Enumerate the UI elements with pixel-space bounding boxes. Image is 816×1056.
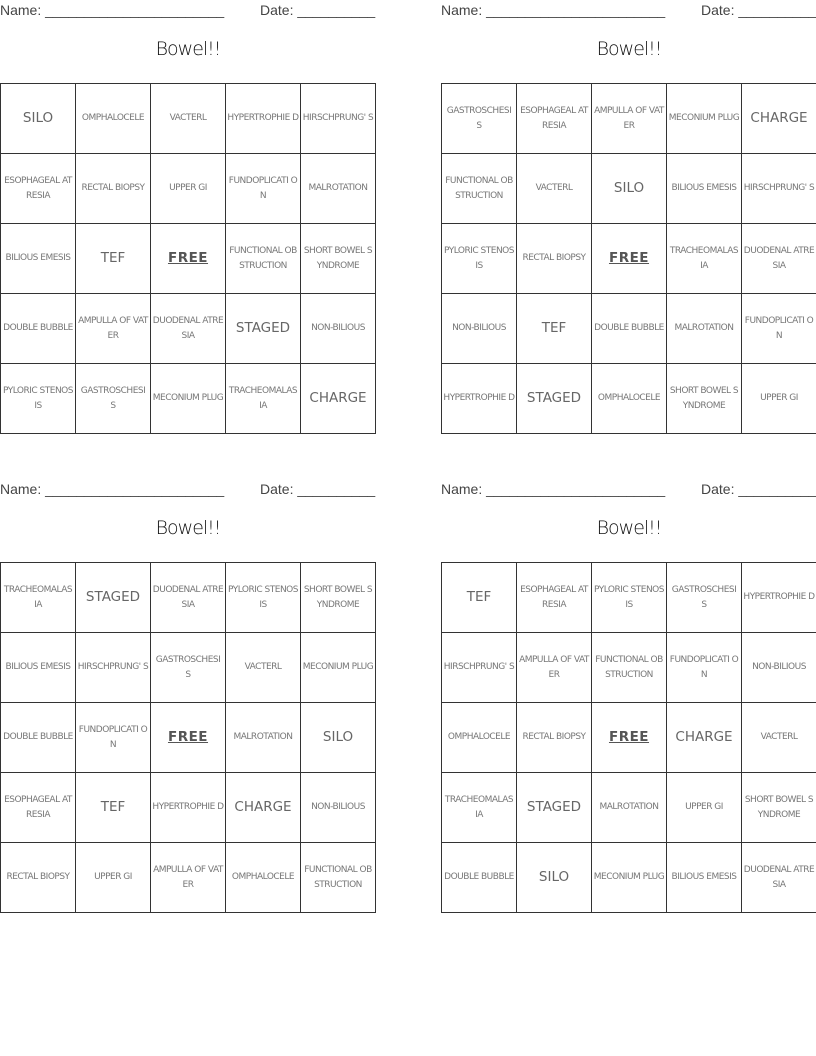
bingo-cell[interactable]: HYPERTROPHIE D [742,563,816,633]
bingo-cell[interactable]: ESOPHAGEAL ATRESIA [1,154,76,224]
bingo-cell[interactable]: PYLORIC STENOSIS [1,364,76,434]
date-field[interactable]: Date: __________ [260,481,376,497]
bingo-cell[interactable]: TRACHEOMALAS IA [442,773,517,843]
bingo-cell[interactable]: OMPHALOCELE [76,84,151,154]
date-field[interactable]: Date: __________ [701,481,816,497]
bingo-cell[interactable]: CHARGE [301,364,376,434]
bingo-cell[interactable]: UPPER GI [667,773,742,843]
bingo-cell[interactable]: UPPER GI [742,364,816,434]
name-field[interactable]: Name: _______________________ [0,2,225,18]
bingo-cell[interactable]: TEF [442,563,517,633]
bingo-cell[interactable]: NON-BILIOUS [742,633,816,703]
bingo-cell[interactable]: FUNCTIONAL OBSTRUCTION [226,224,301,294]
bingo-cell[interactable]: STAGED [226,294,301,364]
bingo-cell[interactable]: NON-BILIOUS [301,773,376,843]
bingo-cell[interactable]: DOUBLE BUBBLE [442,843,517,913]
name-date-row [441,480,816,500]
bingo-cell[interactable]: MECONIUM PLUG [151,364,226,434]
bingo-cell[interactable]: FUNCTIONAL OBSTRUCTION [442,154,517,224]
bingo-cell[interactable]: UPPER GI [151,154,226,224]
card-title: Bowel!! [596,38,662,60]
bingo-cell[interactable]: BILIOUS EMESIS [1,224,76,294]
bingo-cell[interactable]: HYPERTROPHIE D [226,84,301,154]
bingo-cell[interactable]: BILIOUS EMESIS [667,843,742,913]
bingo-cell[interactable]: AMPULLA OF VATER [76,294,151,364]
bingo-cell[interactable]: MALROTATION [301,154,376,224]
bingo-cell[interactable]: SHORT BOWEL SYNDROME [667,364,742,434]
bingo-cell[interactable]: SILO [301,703,376,773]
bingo-cell[interactable]: HIRSCHPRUNG' S [76,633,151,703]
bingo-card-4 [441,479,816,914]
bingo-cell[interactable]: RECTAL BIOPSY [76,154,151,224]
bingo-cell[interactable]: HYPERTROPHIE D [151,773,226,843]
bingo-cell[interactable]: SHORT BOWEL SYNDROME [301,224,376,294]
date-field[interactable]: Date: __________ [701,2,816,18]
bingo-cell[interactable]: TRACHEOMALAS IA [667,224,742,294]
bingo-cell[interactable]: PYLORIC STENOSIS [226,563,301,633]
bingo-cell[interactable]: TEF [76,773,151,843]
bingo-cell[interactable]: AMPULLA OF VATER [592,84,667,154]
bingo-cell[interactable]: NON-BILIOUS [442,294,517,364]
bingo-cell[interactable]: TRACHEOMALAS IA [1,563,76,633]
bingo-cell[interactable]: ESOPHAGEAL ATRESIA [517,563,592,633]
card-title: Bowel!! [155,38,221,60]
bingo-cell[interactable]: AMPULLA OF VATER [151,843,226,913]
bingo-cell[interactable]: GASTROSCHESI S [76,364,151,434]
bingo-cell[interactable]: HYPERTROPHIE D [442,364,517,434]
bingo-cell[interactable]: UPPER GI [76,843,151,913]
date-field[interactable]: Date: __________ [260,2,376,18]
bingo-cell[interactable]: RECTAL BIOPSY [517,224,592,294]
bingo-cell[interactable]: FUNDOPLICATI ON [226,154,301,224]
bingo-cell[interactable]: MECONIUM PLUG [301,633,376,703]
bingo-cell[interactable]: PYLORIC STENOSIS [592,563,667,633]
bingo-cell[interactable]: SHORT BOWEL SYNDROME [742,773,816,843]
bingo-cell[interactable]: OMPHALOCELE [592,364,667,434]
bingo-grid [0,562,376,913]
bingo-cell[interactable]: OMPHALOCELE [226,843,301,913]
bingo-grid [441,83,816,434]
bingo-cell[interactable]: DOUBLE BUBBLE [592,294,667,364]
bingo-cell[interactable]: FUNDOPLICATI ON [667,633,742,703]
bingo-grid [441,562,816,913]
bingo-cell[interactable]: DUODENAL ATRESIA [742,843,816,913]
free-space-cell[interactable]: FREE [592,703,667,773]
bingo-cell[interactable]: BILIOUS EMESIS [667,154,742,224]
bingo-cell[interactable]: STAGED [76,563,151,633]
bingo-card-2 [441,0,816,435]
bingo-cell[interactable]: MECONIUM PLUG [592,843,667,913]
bingo-card-3 [0,479,376,914]
bingo-cell[interactable]: VACTERL [151,84,226,154]
bingo-cell[interactable]: NON-BILIOUS [301,294,376,364]
free-space-cell[interactable]: FREE [151,703,226,773]
bingo-cell[interactable]: GASTROSCHESI S [442,84,517,154]
bingo-cell[interactable]: MECONIUM PLUG [667,84,742,154]
name-date-row [441,1,816,21]
bingo-cell[interactable]: VACTERL [517,154,592,224]
bingo-cell[interactable]: SHORT BOWEL SYNDROME [301,563,376,633]
bingo-cell[interactable]: SILO [592,154,667,224]
bingo-cell[interactable]: TEF [76,224,151,294]
bingo-cell[interactable]: HIRSCHPRUNG' S [742,154,816,224]
bingo-cell[interactable]: RECTAL BIOPSY [517,703,592,773]
bingo-cell[interactable]: HIRSCHPRUNG' S [442,633,517,703]
name-date-row [0,1,376,21]
bingo-cell[interactable]: DUODENAL ATRESIA [151,563,226,633]
bingo-cell[interactable]: CHARGE [667,703,742,773]
bingo-cell[interactable]: HIRSCHPRUNG' S [301,84,376,154]
bingo-cell[interactable]: DUODENAL ATRESIA [151,294,226,364]
bingo-cell[interactable]: ESOPHAGEAL ATRESIA [1,773,76,843]
bingo-cell[interactable]: FUNDOPLICATI ON [76,703,151,773]
bingo-cell[interactable]: DOUBLE BUBBLE [1,294,76,364]
name-date-row [0,480,376,500]
bingo-cell[interactable]: OMPHALOCELE [442,703,517,773]
bingo-cell[interactable]: AMPULLA OF VATER [517,633,592,703]
bingo-cell[interactable]: SILO [517,843,592,913]
bingo-cell[interactable]: DUODENAL ATRESIA [742,224,816,294]
bingo-cell[interactable]: PYLORIC STENOSIS [442,224,517,294]
name-field[interactable]: Name: _______________________ [441,2,666,18]
bingo-cell[interactable]: BILIOUS EMESIS [1,633,76,703]
bingo-cell[interactable]: TRACHEOMALAS IA [226,364,301,434]
bingo-cell[interactable]: CHARGE [226,773,301,843]
bingo-cell[interactable]: GASTROSCHESI S [667,563,742,633]
bingo-cell[interactable]: MALROTATION [592,773,667,843]
name-field[interactable]: Name: _______________________ [0,481,225,497]
bingo-cell[interactable]: FUNCTIONAL OBSTRUCTION [301,843,376,913]
bingo-cell[interactable]: MALROTATION [667,294,742,364]
bingo-cell[interactable]: GASTROSCHESI S [151,633,226,703]
card-title: Bowel!! [596,517,662,539]
bingo-cell[interactable]: DOUBLE BUBBLE [1,703,76,773]
bingo-cell[interactable]: FUNDOPLICATI ON [742,294,816,364]
bingo-cell[interactable]: SILO [1,84,76,154]
bingo-cell[interactable]: CHARGE [742,84,816,154]
bingo-card-1 [0,0,376,435]
card-title: Bowel!! [155,517,221,539]
free-space-cell[interactable]: FREE [151,224,226,294]
bingo-cell[interactable]: RECTAL BIOPSY [1,843,76,913]
free-space-cell[interactable]: FREE [592,224,667,294]
bingo-cell[interactable]: MALROTATION [226,703,301,773]
bingo-cell[interactable]: STAGED [517,364,592,434]
bingo-cell[interactable]: STAGED [517,773,592,843]
bingo-cell[interactable]: ESOPHAGEAL ATRESIA [517,84,592,154]
bingo-cell[interactable]: VACTERL [742,703,816,773]
bingo-cell[interactable]: VACTERL [226,633,301,703]
bingo-grid [0,83,376,434]
name-field[interactable]: Name: _______________________ [441,481,666,497]
bingo-cell[interactable]: FUNCTIONAL OBSTRUCTION [592,633,667,703]
bingo-cell[interactable]: TEF [517,294,592,364]
